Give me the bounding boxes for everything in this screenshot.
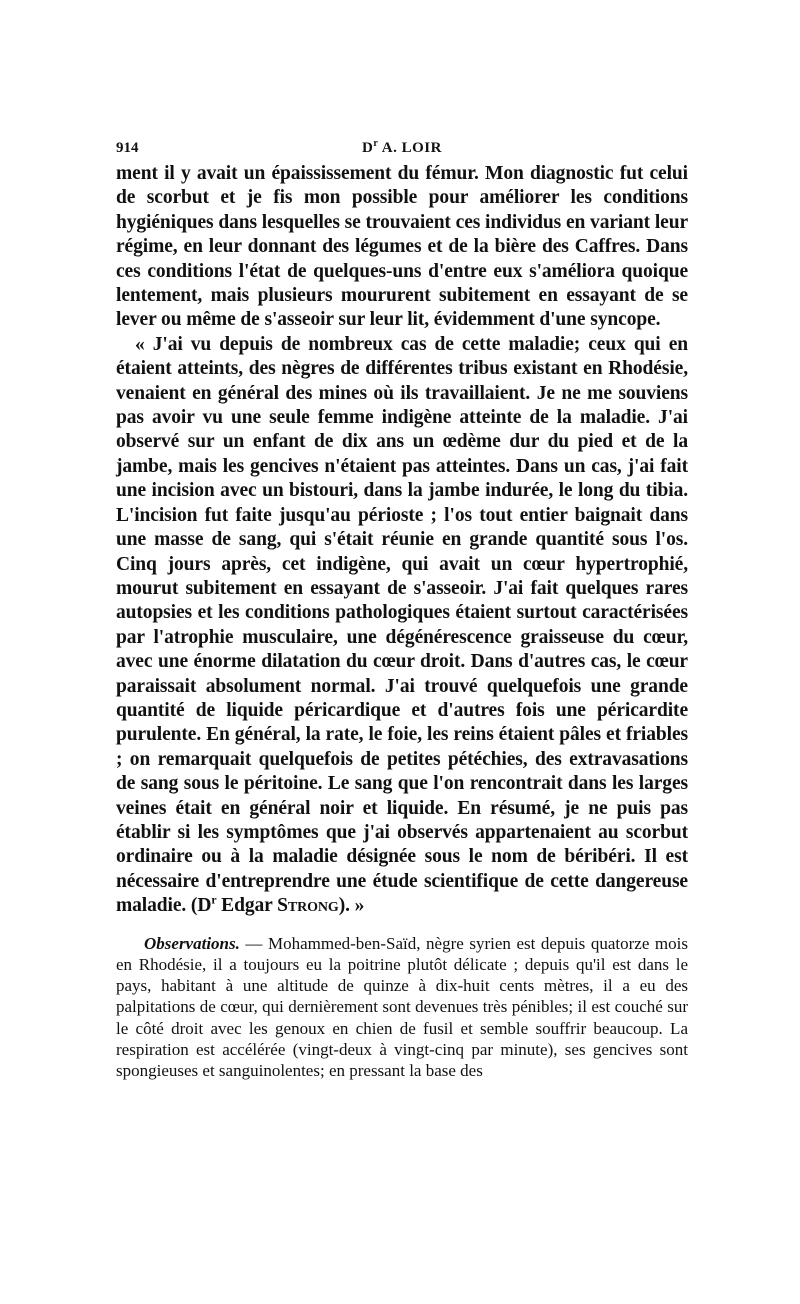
author-prefix: D (362, 140, 374, 156)
citation-end: ). » (338, 895, 365, 917)
citation-dr: D (197, 895, 212, 917)
author-name: A. LOIR (381, 140, 442, 156)
citation-dr-superscript: r (211, 893, 217, 907)
paragraph-continuation: ment il y avait un épaississement du fémur. Mon diagnostic fut celui de scorbut et je fis mon possible pour améliorer les conditions hygiéniques dans lesquelles se trouvaient ces individus en variant leur régime, en leur donnant des légumes et de la bière des Caffres. Dans ces conditions l'état de quelques-uns d'entre eux s'améliora quoique lentement, mais plusieurs moururent subitement en essayant de se lever ou même de s'asseoir sur leur lit, évidemment d'une syncope. (116, 163, 688, 331)
citation-surname: Strong (277, 895, 339, 917)
observations-text: — Mohammed-ben-Saïd, nègre syrien est depuis quatorze mois en Rhodésie, il a toujours eu la poitrine plutôt délicate ; depuis qu'il est dans le pays, habitant à une altitude de quinze à dix-huit cents mètres, il a eu des palpitations de cœur, qui dernièrement sont devenues très pénibles; il est couché sur le côté droit avec les genoux en chien de fusil et semble souffrir beaucoup. La respiration est accélérée (vingt-deux à vingt-cinq par minute), ses gencives sont spongieuses et sanguinolentes; en pressant la base des (116, 933, 688, 1081)
observations-paragraph (116, 933, 688, 1082)
citation-name: Edgar (216, 895, 278, 917)
running-title (116, 140, 688, 157)
running-head (116, 128, 688, 162)
author-prefix-superscript: r (373, 138, 379, 149)
main-text (116, 162, 688, 919)
observations-heading: Observations. (144, 933, 240, 953)
paragraph-quote (116, 333, 688, 919)
page-number: 914 (116, 140, 139, 156)
quote-body: « J'ai vu depuis de nombreux cas de cette maladie; ceux qui en étaient atteints, des nègres de différentes tribus existant en Rhodésie, venaient en général des mines où ils travaillaient. Je ne me souviens pas avoir vu une seule femme indigène atteinte de la maladie. J'ai observé sur un enfant de dix ans un œdème dur du pied et de la jambe, mais les gencives n'étaient pas atteintes. Dans un cas, j'ai fait une incision avec un bistouri, dans la jambe indurée, le long du tibia. L'incision fut faite jusqu'au périoste ; l'os tout entier baignait dans une masse de sang, qui s'était réunie en grande quantité sous l'os. Cinq jours après, cet indigène, qui avait un cœur hypertrophié, mourut subitement en essayant de s'asseoir. J'ai fait quelques rares autopsies et les conditions pathologiques étaient surtout caractérisées par l'atrophie musculaire, une dégénérescence graisseuse du cœur, avec une énorme dilatation du cœur droit. Dans d'autres cas, le cœur paraissait absolument normal. J'ai trouvé quelquefois une grande quantité de liquide péricardique et d'autres fois une péricardite purulente. En général, la rate, le foie, les reins étaient pâles et friables ; on remarquait quelquefois de petites pétéchies, des extravasations de sang sous le péritoine. Le sang que l'on rencontrait dans les larges veines était en général noir et liquide. En résumé, je ne puis pas établir si les symptômes que j'ai observés appartenaient au scorbut ordinaire ou à la maladie désignée sous le nom de béribéri. Il est nécessaire d'entreprendre une étude scientifique de cette dangereuse maladie. ( (116, 333, 688, 917)
book-page (116, 128, 688, 1099)
